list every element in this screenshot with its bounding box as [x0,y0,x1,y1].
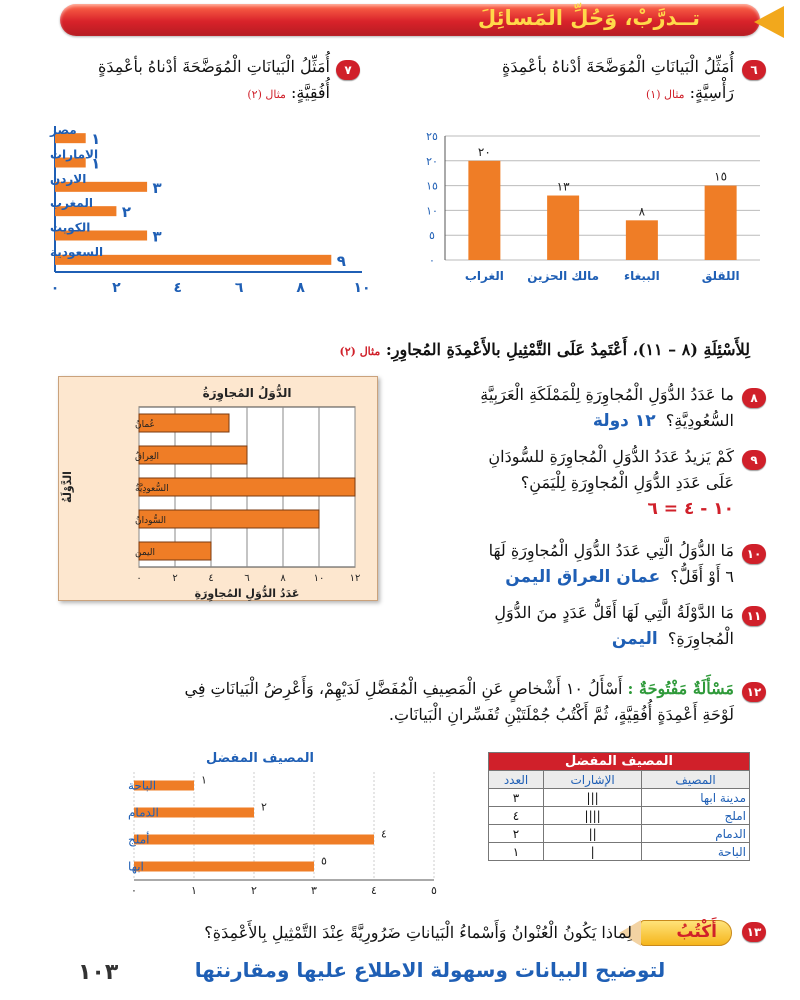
x-tick-label: ٤ [208,573,214,584]
bar-value-label: ١٥ [714,169,728,184]
bar [705,186,737,260]
table-cell-count: ١ [489,843,544,861]
question-8-line2: السُّعُودِيَّةِ؟ [665,411,734,430]
write-pencil-icon [640,920,732,946]
question-11-text [394,600,734,652]
x-tick-label: ٤ [371,884,377,896]
y-tick-label: ٥ [429,229,435,243]
question-7-line2: أُفُقِيَّةٍ: [291,83,330,102]
question-10-text [394,538,734,590]
x-tick-label: ٦ [244,573,250,584]
x-tick-label: ٢ [251,884,257,896]
x-category-label: اللقلق [701,269,740,283]
x-tick-label: ٤ [173,280,183,296]
question-7-example-ref: مثال (٢) [247,88,286,101]
bar-value-label: ٤ [381,827,387,841]
question-number-7: ٧ [336,60,360,80]
page-number: ١٠٣ [78,960,119,985]
x-tick-label: ٥ [431,884,437,896]
bar [134,862,314,872]
bar-value-label: ٣ [152,227,162,246]
table-cell-tally: || [544,825,642,843]
question-6-example-ref: مثال (١) [645,88,685,101]
table-cell-resort: املج [642,807,750,825]
neighbors-bar-chart [57,377,377,602]
question-11-line2: الْمُجاوِرَةِ؟ [667,629,734,648]
question-7-text [10,54,330,108]
bar-value-label: ٢٠ [477,144,491,159]
neighbors-chart-panel [58,376,378,601]
x-tick-label: ٣ [311,884,317,896]
question-6-line1: أُمَثِّلُ الْبَيانَاتِ الْمُوَضَّحَةَ أدْناهُ بأعْمِدَةٍ [501,57,734,76]
question-7-horizontal-bar-chart [0,122,380,302]
y-category-label: السُّعودِيَّةُ [135,484,169,494]
x-tick-label: ١ [191,884,197,896]
bar-value-label: ١ [91,154,101,173]
table-row [489,825,750,843]
y-category-label: عُمانُ [135,420,155,430]
y-tick-label: ٢٥ [426,130,438,143]
y-category-label: الدمام [128,805,159,820]
question-6-line2: رَأْسِيَّةٍ: [689,83,734,102]
question-number-6: ٦ [742,60,766,80]
question-6-text [404,54,734,108]
section-example-ref: مثال (٢) [339,345,381,358]
y-category-label: السعودية [50,244,104,259]
question-11-line1: مَا الدَّوْلَةُ الَّتِي لَهَا أَقَلُّ عَدَدٍ منَ الدُّوَلِ [494,603,734,622]
x-category-label: مالك الحزين [527,269,600,283]
question-7-line1: أُمَثِّلُ الْبَيانَاتِ الْمُوَضَّحَةَ أدْناهُ بأعْمِدَةٍ [97,57,330,76]
y-category-label: المغرب [50,196,93,211]
x-tick-label: ١٠ [313,573,325,584]
bar [468,161,500,260]
question-12-text [34,676,734,728]
bar-value-label: ١ [91,130,101,149]
y-category-label: مصر [50,123,77,138]
question-number-10: ١٠ [742,544,766,564]
table-cell-resort: الدمام [642,825,750,843]
question-number-13: ١٣ [742,922,766,942]
x-category-label: الغراب [464,269,504,283]
bar-value-label: ٢ [261,800,267,814]
open-problem-label: مَسْأَلَةٌ مَفْتُوحَةٌ : [627,679,734,698]
table-cell-count: ٢ [489,825,544,843]
x-tick-label: ١٢ [349,573,361,584]
y-tick-label: ٢٠ [426,154,438,168]
table-row [489,789,750,807]
bar-value-label: ٢ [121,203,131,222]
question-9-answer: ١٠ - ٤ = ٦ [647,499,734,519]
question-9-line2: عَلَى عَدَدِ الدُّوَلِ الْمُجاوِرَةِ لِلْيَمَنِ؟ [520,473,734,492]
section-heading-text: لِلأَسْئِلَةِ (٨ – ١١)، أَعْتَمِدُ عَلَى التَّمْثِيلِ بالأَعْمِدَةِ المُجاوِرِ: [385,340,750,359]
question-13-answer: لتوضيح البيانات وسهولة الاطلاع عليها ومقارنتها [194,958,666,982]
question-8-line1: ما عَدَدُ الدُّوَلِ الْمُجاوِرَةِ لِلْمَمْلَكَةِ الْعَرَبِيَّةِ [480,385,734,404]
chart-title: الدُّوَلُ المُجاوِرَةُ [202,386,292,400]
table-cell-resort: الباحة [642,843,750,861]
table-caption: المصيف المفضل [489,753,750,771]
banner-title: تــدرَّبْ، وَحُلِّ المَسائِلَ [477,6,700,30]
question-11-answer: اليمن [611,629,658,649]
y-tick-label: ١٥ [426,179,438,193]
x-tick-label: ٨ [280,573,286,584]
table-cell-resort: مدينة ابها [642,789,750,807]
question-9-line1: كَمْ يَزيدُ عَدَدُ الدُّوَلِ الْمُجاوِرَةِ للسُّودَانِ [488,447,734,466]
table-cell-tally: |||| [544,807,642,825]
question-6-vertical-bar-chart [420,128,780,300]
y-axis-label: الدَّوْلَةُ [61,471,74,503]
bar-value-label: ٥ [321,854,327,868]
question-12-line1: أَسْأَلُ ١٠ أَشْخاصٍ عَنِ الْمَصِيفِ الْمُفَضَّلِ لَدَيْهِمْ، وَأَعْرِضُ الْبَيانَاتِ فِي [184,679,623,698]
question-number-9: ٩ [742,450,766,470]
question-number-8: ٨ [742,388,766,408]
question-12-line2: لَوْحَةِ أَعْمِدَةٍ أُفُقِيَّةٍ، ثُمَّ أَكْتُبُ جُمْلَتَيْنِ تُفَسِّرانِ الْبَيانَاتِ. [388,705,734,724]
question-8-text [404,382,734,434]
y-tick-label: ٠ [429,254,435,267]
x-tick-label: ٨ [296,280,305,296]
question-number-11: ١١ [742,606,766,626]
table-cell-tally: | [544,843,642,861]
y-category-label: الامارات [50,147,99,162]
table-row [489,843,750,861]
bar [139,478,355,496]
question-10-answer: عمان العراق اليمن [505,567,661,587]
bar-value-label: ٩ [336,251,346,270]
table-cell-count: ٣ [489,789,544,807]
y-category-label: أملج [128,832,150,847]
y-category-label: الباحة [128,778,157,793]
table-row [489,807,750,825]
bar [626,220,658,260]
y-category-label: الكويت [50,220,91,235]
y-category-label: اليمن [135,548,156,558]
y-category-label: السُّودانُ [135,516,167,526]
question-13-text: لِماذا يَكُونُ الْعُنْوانُ وَأَسْماءُ الْبَياناتِ ضَرُورِيَّةً عِنْدَ التَّمْثِيلِ بِالأَعْمِدَةِ؟ [204,923,632,942]
table-cell-count: ٤ [489,807,544,825]
banner-arrow-icon [754,6,784,38]
x-tick-label: ٢ [112,280,121,296]
x-tick-label: ٠ [136,573,142,584]
y-category-label: العِراقُ [135,452,160,462]
question-number-12: ١٢ [742,682,766,702]
x-tick-label: ٢ [172,573,178,584]
bar-value-label: ١ [201,773,207,787]
chart-title: المصيف المفضل [206,751,314,766]
x-tick-label: ٠ [50,280,60,296]
y-category-label: ابها [128,859,144,874]
x-tick-label: ٦ [234,280,244,296]
section-banner [60,4,760,36]
bar [134,835,374,845]
question-10-line2: ٦ أَوْ أَقَلُّ؟ [670,567,734,586]
favorite-resort-table [488,752,750,861]
question-8-answer: ١٢ دولة [592,411,656,431]
write-label: أَكْتُبُ [676,922,717,942]
x-axis-label: عَدَدُ الدُّوَلِ المُجاوِرَةِ [194,587,300,600]
question-9-text [394,444,734,522]
section-heading [50,340,750,359]
bar-value-label: ٣ [152,178,162,197]
table-header-resort: المصيف [642,771,750,789]
question-12-horizontal-bar-chart [60,746,460,896]
bar-value-label: ٨ [638,204,646,219]
question-10-line1: مَا الدُّوَلُ الَّتِي عَدَدُ الدُّوَلِ الْمُجاوِرَةِ لَهَا [488,541,734,560]
table-cell-tally: ||| [544,789,642,807]
y-category-label: الاردن [50,171,87,186]
bar-value-label: ١٣ [556,179,570,194]
x-tick-label: ٠ [131,884,137,896]
bar [547,196,579,260]
x-tick-label: ١٠ [353,280,371,296]
y-tick-label: ١٠ [426,204,438,218]
x-category-label: الببغاء [623,269,660,283]
table-header-count: العدد [489,771,544,789]
table-header-tally: الإشارات [544,771,642,789]
